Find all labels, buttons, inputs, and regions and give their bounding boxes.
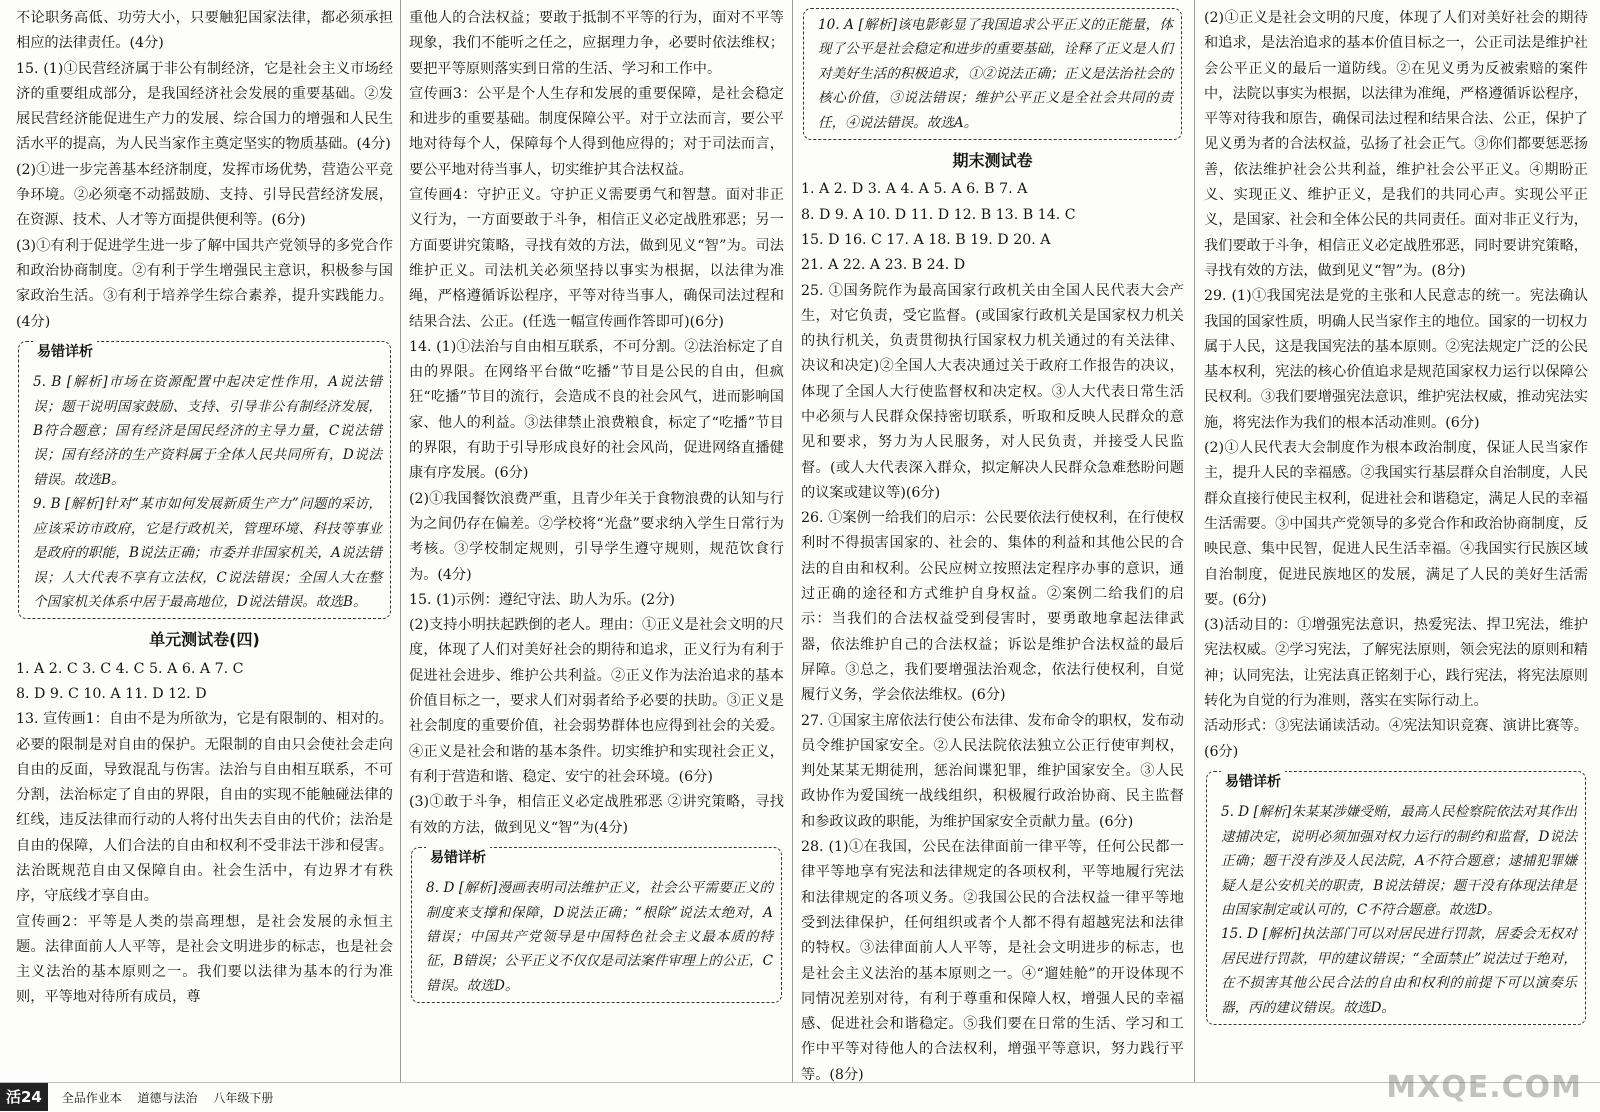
- answer-paragraph: 活动形式：③宪法诵读活动。④宪法知识竞赛、演讲比赛等。(6分): [1204, 718, 1588, 760]
- column-1: [16, 6, 393, 1086]
- answer-paragraph: (3)活动目的：①增强宪法意识，热爱宪法、捍卫宪法，维护宪法权威。②学习宪法，了解宪法原则，领会宪法的原则和精神；认同宪法，让宪法真正铭刻于心，践行宪法，将宪法原则转化为自觉的行为准则，落实在实际行动上。: [1204, 617, 1588, 710]
- answer-paragraph: (2)支持小明扶起跌倒的老人。理由：①正义是社会文明的尺度，体现了人们对美好社会的期待和追求，正义行为有利于促进社会进步、维护公共利益。②正义作为法治追求的基本价值目标之一，要求人们对弱者给予必要的扶助。③正义是社会制度的重要价值，社会弱势群体也应得到社会的关爱。④正义是社会和谐的基本条件。切实维护和实现社会正义，有利于营造和谐、稳定、安宁的社会环境。(6分): [409, 617, 784, 785]
- answer-15: 15. (1)示例：遵纪守法、助人为乐。(2分): [409, 591, 675, 608]
- page-number: 活24: [0, 1083, 48, 1111]
- grade-label: 八年级下册: [213, 1091, 274, 1105]
- box-paragraph: 8. D [解析]漫画表明司法维护正义，社会公平需要正义的制度来支撑和保障，D说法正确；“根除”说法太绝对，A错误；中国共产党领导是中国特色社会主义最本质的特征，B错误；公平正义不仅仅是司法案件审理上的公正，C错误。故选D。: [426, 880, 773, 994]
- column-divider: [1194, 0, 1195, 1083]
- box-paragraph: 5. B [解析]市场在资源配置中起决定性作用，A说法错误；题干说明国家鼓励、支持、引导非公有制经济发展，B符合题意；国有经济是国民经济的主导力量，C说法错误；国有经济的生产资料属于全体人民共同所有，D说法错误。故选B。: [33, 374, 382, 488]
- section-heading: 单元测试卷(四): [149, 630, 260, 650]
- answer-paragraph: (3)①有利于促进学生进一步了解中国共产党领导的多党合作和政治协商制度。②有利于学生增强民主意识，积极参与国家政治生活。③有利于培养学生综合素养，提升实践能力。(4分): [16, 237, 393, 330]
- section-heading: 期末测试卷: [952, 151, 1033, 171]
- box-paragraph: 15. D [解析]执法部门可以对居民进行罚款，居委会无权对居民进行罚款，甲的建议错误；“全面禁止”说法过于绝对，在不损害其他公民合法的自由和权利的前提下可以演奏乐器，丙的建议错误。故选D。: [1221, 926, 1577, 1016]
- answer-paragraph: (2)①进一步完善基本经济制度，发挥市场优势，营造公平竞争环境。②必须毫不动摇鼓励、支持、引导民营经济发展，在资源、技术、人才等方面提供便利等。(6分): [16, 161, 393, 229]
- answer-27: 27. ①国家主席依法行使公布法律、发布命令的职权，发布动员令维护国家安全。②人民法院依法独立公正行使审判权，判处某某无期徒刑，惩治间谍犯罪，维护国家安全。③人民政协作为爱国统一战线组织，积极履行政治协商、民主监督和参政议政的职能，为维护国家安全贡献力量。(6分): [801, 712, 1184, 830]
- column-2: [409, 6, 784, 1086]
- error-analysis-box: [803, 8, 1182, 140]
- answer-key-row: 1. A 2. D 3. A 4. A 5. A 6. B 7. A: [801, 181, 1028, 198]
- column-divider: [400, 0, 401, 1083]
- answer-key-row: 8. D 9. A 10. D 11. D 12. B 13. B 14. C: [801, 206, 1076, 223]
- answer-key-row: 15. D 16. C 17. A 18. B 19. D 20. A: [801, 231, 1051, 248]
- answer-key-row: 21. A 22. A 23. B 24. D: [801, 257, 966, 274]
- box-paragraph: 5. D [解析]朱某某涉嫌受贿，最高人民检察院依法对其作出逮捕决定，说明必须加强对权力运行的制约和监督，D说法正确；题干没有涉及人民法院，A不符合题意；逮捕犯罪嫌疑人是公安机关的职责，B说法错误；题干没有体现法律是由国家制定或认可的，C不符合题意。故选D。: [1221, 804, 1577, 918]
- column-3: [801, 6, 1184, 1086]
- answer-15: 15. (1)①民营经济属于非公有制经济，它是社会主义市场经济的重要组成部分，是我国经济社会发展的重要基础。②发展民营经济能促进生产力的发展、综合国力的增强和人民生活水平的提高，为人民当家作主奠定坚实的物质基础。(4分): [16, 60, 393, 153]
- answer-14: 14. (1)①法治与自由相互联系，不可分割。②法治标定了自由的界限。在网络平台做“吃播”节目是公民的自由，但疯狂“吃播”节目的流行，会造成不良的社会风气，进而影响国家、他人的利益。③法律禁止浪费粮食，标定了“吃播”节目的界限，有助于引导形成良好的社会风尚，促进网络直播健康有序发展。(6分): [409, 338, 784, 482]
- answer-key-row: 8. D 9. C 10. A 11. D 12. D: [16, 685, 207, 702]
- answer-paragraph: 宣传画3：公平是个人生存和发展的重要保障，是社会稳定和进步的重要基础。制度保障公平。对于立法而言，要公平地对待每个人，保障每个人得到他应得的；对于司法而言，要公平地对待当事人，切实维护其合法权益。: [409, 85, 784, 178]
- error-analysis-box: [411, 847, 782, 1003]
- box-paragraph: 9. B [解析]针对“某市如何发展新质生产力”问题的采访，应该采访市政府，它是行政机关，管理环境、科技等事业是政府的职能，B说法正确；市委并非国家机关，A说法错误；人大代表不享有立法权，C说法错误；全国人大在整个国家机关体系中居于最高地位，D说法错误。故选B。: [33, 496, 382, 610]
- error-analysis-box: [18, 341, 391, 619]
- answer-key-row: 1. A 2. C 3. C 4. C 5. A 6. A 7. C: [16, 660, 244, 677]
- error-analysis-box: [1206, 771, 1586, 1025]
- book-title: 全品作业本: [61, 1091, 122, 1105]
- watermark-logo: MXQE.COM: [1386, 1070, 1582, 1105]
- box-title: 易错详析: [426, 846, 490, 870]
- answer-28: 28. (1)①在我国，公民在法律面前一律平等，任何公民都一律平等地享有宪法和法律规定的各项权利，平等地履行宪法和法律规定的各项义务。②我国公民的合法权益一律平等地受到法律保护，任何组织或者个人都不得有超越宪法和法律的特权。③法律面前人人平等，是社会文明进步的标志，也是社会主义法治的基本原则之一。④“遛娃舱”的开设体现不同情况差别对待，有利于尊重和保障人权，增强人民的幸福感、促进社会和谐稳定。⑤我们要在日常的生活、学习和工作中平等对待他人的合法权利，增强平等意识，努力践行平等。(8分): [801, 839, 1184, 1083]
- answer-paragraph: (2)①正义是社会文明的尺度，体现了人们对美好社会的期待和追求，是法治追求的基本价值目标之一，公正司法是维护社会公平正义的最后一道防线。②在见义勇为反被索赔的案件中，法院以事实为根据，以法律为准绳，严格遵循诉讼程序，平等对待我和原告，确保司法过程和结果合法、公正，保护了见义勇为者的合法权益，弘扬了社会正气。③你们都要惩恶扬善，依法维护社会公共利益，维护社会公平正义。④期盼正义、实现正义、维护正义，是我们的共同心声。实现公平正义，是国家、社会和全体公民的共同责任。面对非正义行为，我们要敢于斗争，相信正义必定战胜邪恶，同时要讲究策略，寻找有效的方法，做到见义“智”为。(8分): [1204, 10, 1588, 279]
- box-title: 易错详析: [33, 340, 97, 364]
- answer-paragraph: 重他人的合法权益；要敢于抵制不平等的行为，面对不平等现象，我们不能听之任之，应据理力争，必要时依法维权；要把平等原则落实到日常的生活、学习和工作中。: [409, 10, 784, 77]
- column-4: [1204, 6, 1588, 1086]
- answer-13: 13. 宣传画1：自由不是为所欲为，它是有限制的、相对的。必要的限制是对自由的保护。无限制的自由只会使社会走向自由的反面，导致混乱与伤害。法治与自由相互联系，不可分割，法治标定了自由的界限，自由的实现不能触碰法律的红线，违反法律而行动的人将付出失去自由的代价；法治是自由的保障，人们合法的自由和权利不受非法干涉和侵害。法治既规范自由又保障自由。社会生活中，有边界才有秩序，守底线才享自由。: [16, 711, 393, 905]
- answer-paragraph: 宣传画4：守护正义。守护正义需要勇气和智慧。面对非正义行为，一方面要敢于斗争，相信正义必定战胜邪恶；另一方面要讲究策略，寻找有效的方法，做到见义“智”为。司法维护正义。司法机关必须坚持以事实为根据，以法律为准绳，严格遵循诉讼程序，平等对待当事人，确保司法过程和结果合法、公正。(任选一幅宣传画作答即可)(6分): [409, 187, 784, 330]
- answer-26: 26. ①案例一给我们的启示：公民要依法行使权利，在行使权利时不得损害国家的、社会的、集体的利益和其他公民的合法的自由和权利。公民应树立按照法定程序办事的意识，通过正确的途径和方式维护自身权益。②案例二给我们的启示：当我们的合法权益受到侵害时，要勇敢地拿起法律武器，依法维护自己的合法权益；诉讼是维护合法权益的最后屏障。③总之，我们要增强法治观念，依法行使权利，自觉履行义务，学会依法维权。(6分): [801, 510, 1184, 704]
- answer-paragraph: 宣传画2：平等是人类的崇高理想，是社会发展的永恒主题。法律面前人人平等，是社会文明进步的标志，也是社会主义法治的基本原则之一。我们要以法律为基本的行为准则，平等地对待所有成员，尊: [16, 913, 393, 1006]
- answer-paragraph: (2)①我国餐饮浪费严重，且青少年关于食物浪费的认知与行为之间仍存在偏差。②学校将“光盘”要求纳入学生日常行为考核。③学校制定规则，引导学生遵守规则，规范饮食行为。(4分): [409, 490, 784, 583]
- subject-label: 道德与法治: [137, 1091, 198, 1105]
- answer-paragraph: 不论职务高低、功劳大小，只要触犯国家法律，都必须承担相应的法律责任。(4分): [16, 10, 393, 52]
- box-title: 易错详析: [1221, 770, 1285, 794]
- page-footer: [0, 1082, 1600, 1111]
- answer-29: 29. (1)①我国宪法是党的主张和人民意志的统一。宪法确认我国的国家性质，明确人民当家作主的地位。国家的一切权力属于人民，这是我国宪法的基本原则。②宪法规定广泛的公民基本权利，宪法的核心价值追求是规范国家权力运行以保障公民权利。③我们要增强宪法意识，维护宪法权威，推动宪法实施，将宪法作为我们的根本活动准则。(6分): [1204, 288, 1588, 431]
- answer-paragraph: (3)①敢于斗争，相信正义必定战胜邪恶 ②讲究策略，寻找有效的方法，做到见义“智”为(4分): [409, 794, 784, 836]
- answer-25: 25. ①国务院作为最高国家行政机关由全国人民代表大会产生，对它负责，受它监督。(或国家行政机关是国家权力机关的执行机关，负责贯彻执行国家权力机关通过的有关法律、决议和决定)②全国人大表决通过关于政府工作报告的决议，体现了全国人大行使监督权和决定权。③人大代表日常生活中必须与人民群众保持密切联系，听取和反映人民群众的意见和要求，努力为人民服务，对人民负责，并接受人民监督。(或人大代表深入群众，拟定解决人民群众急难愁盼问题的议案或建议等)(6分): [801, 282, 1184, 501]
- column-divider: [792, 0, 793, 1083]
- answer-paragraph: (2)①人民代表大会制度作为根本政治制度，保证人民当家作主，提升人民的幸福感。②我国实行基层群众自治制度，人民群众直接行使民主权利，促进社会和谐稳定，满足人民的幸福生活需要。③中国共产党领导的多党合作和政治协商制度，反映民意、集中民智，促进人民生活幸福。④我国实行民族区域自治制度，促进民族地区的发展，满足了人民的美好生活需要。(6分): [1204, 440, 1588, 608]
- box-paragraph: 10. A [解析]该电影彰显了我国追求公平正义的正能量，体现了公平是社会稳定和进步的重要基础，诠释了正义是人们对美好生活的积极追求，①②说法正确；正义是法治社会的核心价值，③说法错误；维护公平正义是全社会共同的责任，④说法错误。故选A。: [818, 17, 1173, 131]
